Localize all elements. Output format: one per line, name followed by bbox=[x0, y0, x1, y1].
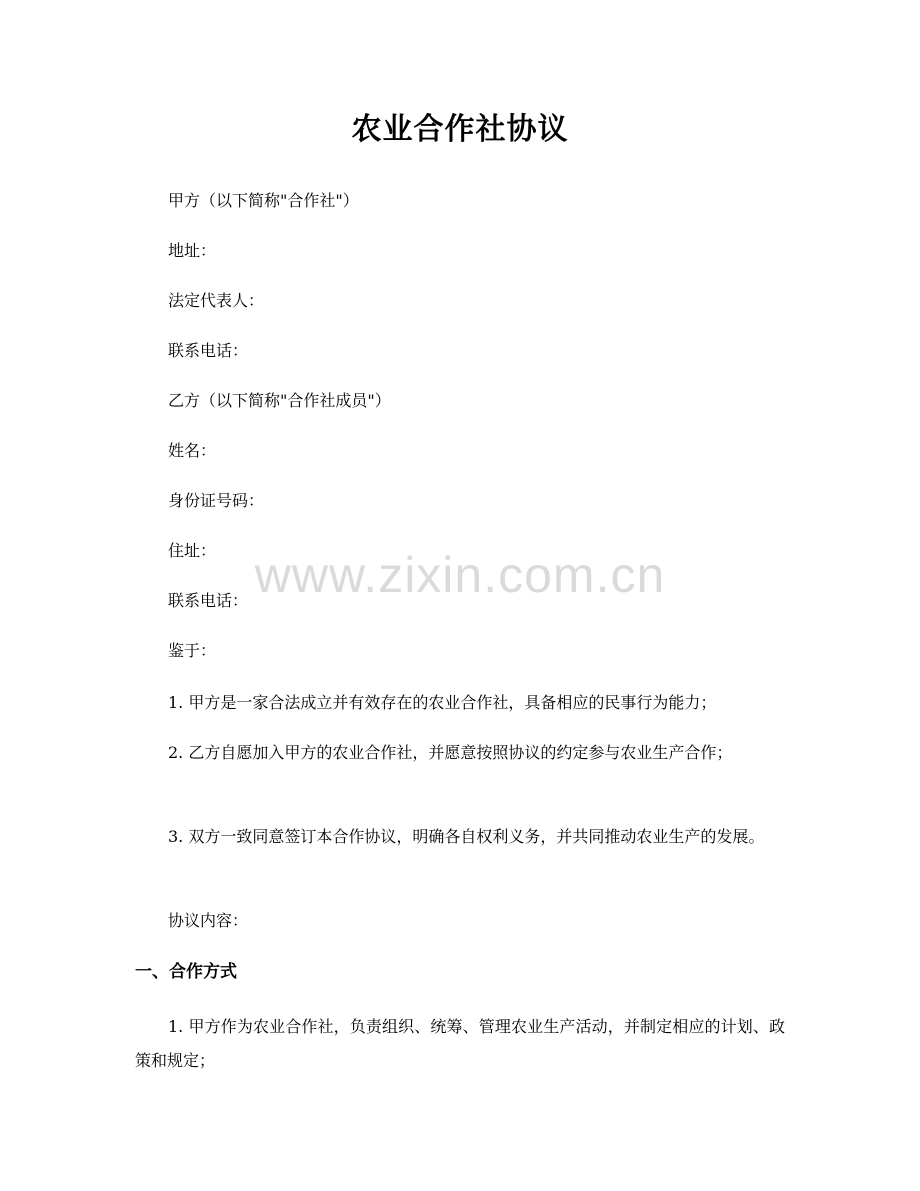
document-title: 农业合作社协议 bbox=[351, 112, 569, 147]
party-a-legal-rep-label: 法定代表人： bbox=[168, 291, 265, 310]
party-b-id-label: 身份证号码： bbox=[168, 491, 265, 510]
party-b-residence-label: 住址： bbox=[168, 541, 217, 560]
whereas-item-2: 2. 乙方自愿加入甲方的农业合作社，并愿意按照协议的约定参与农业生产合作； bbox=[168, 743, 733, 762]
party-b-name-label: 姓名： bbox=[168, 441, 217, 460]
party-a-address-label: 地址： bbox=[168, 241, 217, 260]
party-a-heading: 甲方（以下简称"合作社"） bbox=[168, 191, 359, 210]
whereas-item-3: 3. 双方一致同意签订本合作协议，明确各自权利义务，并共同推动农业生产的发展。 bbox=[168, 827, 765, 846]
whereas-label: 鉴于： bbox=[168, 641, 217, 660]
section-1-item-1: 1. 甲方作为农业合作社，负责组织、统筹、管理农业生产活动，并制定相应的计划、政策和规定； bbox=[135, 1017, 785, 1070]
content-label: 协议内容： bbox=[168, 911, 249, 930]
party-a-phone-label: 联系电话： bbox=[168, 341, 249, 360]
party-b-phone-label: 联系电话： bbox=[168, 591, 249, 610]
party-b-heading: 乙方（以下简称"合作社成员"） bbox=[168, 391, 391, 410]
section-1-heading: 一、合作方式 bbox=[135, 962, 237, 982]
whereas-item-1: 1. 甲方是一家合法成立并有效存在的农业合作社，具备相应的民事行为能力； bbox=[168, 693, 717, 712]
watermark-text: www.zixin.com.cn bbox=[254, 547, 666, 603]
